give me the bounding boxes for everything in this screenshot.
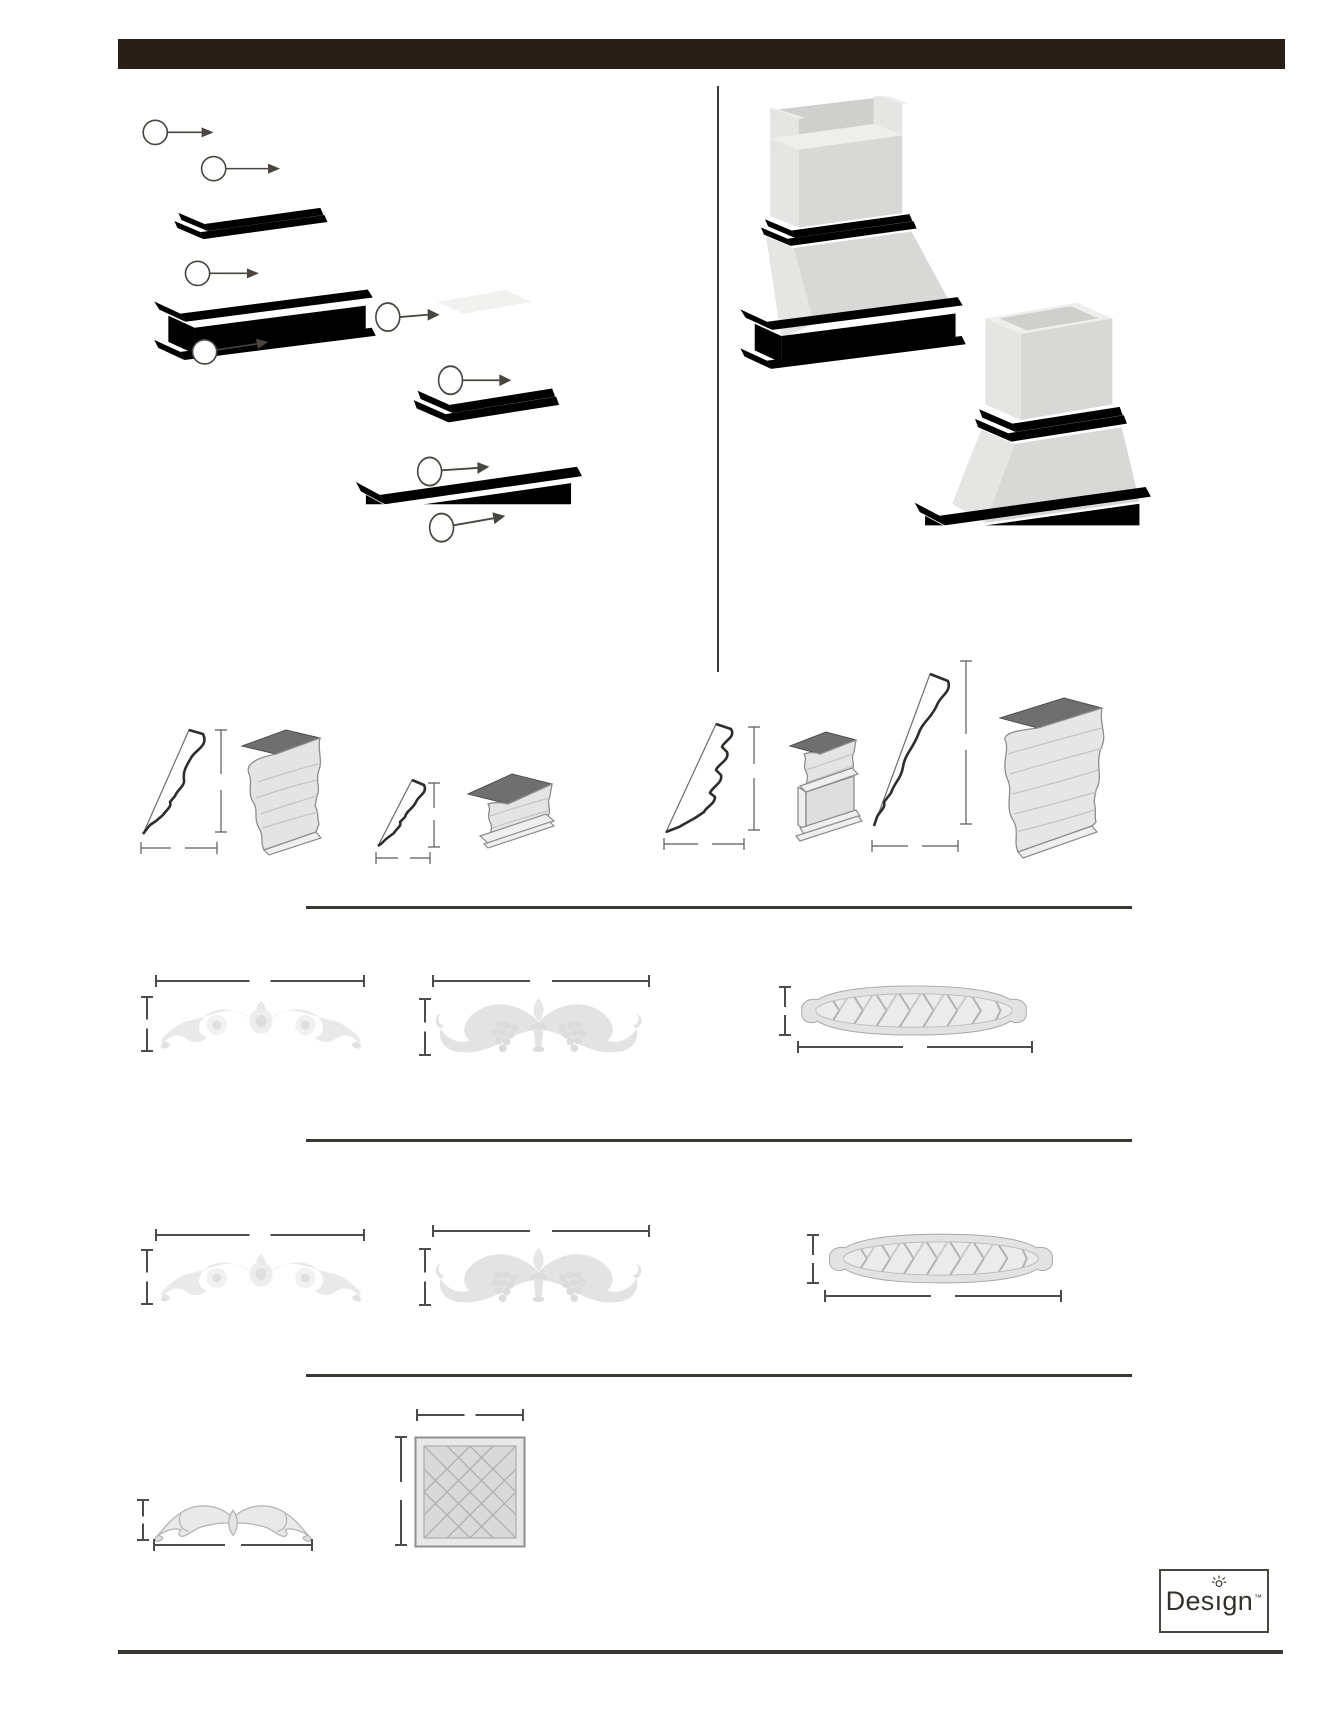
crown-moulding-3d-4 bbox=[976, 690, 1116, 860]
design-logo-text bbox=[1165, 1585, 1263, 1616]
basketweave-square-rosette bbox=[414, 1436, 526, 1548]
trademark: ™ bbox=[1254, 1592, 1263, 1602]
width-dimension bbox=[155, 1234, 365, 1236]
crown-profile-drawing-2 bbox=[372, 768, 444, 864]
crown-moulding-3d-1 bbox=[228, 724, 332, 858]
width-dimension bbox=[432, 980, 650, 982]
basketweave-oval-applique bbox=[794, 982, 1034, 1039]
height-dimension bbox=[400, 1436, 402, 1546]
width-dimension bbox=[153, 1544, 313, 1546]
grape-and-leaf-applique bbox=[431, 988, 646, 1064]
acanthus-scroll-applique bbox=[157, 995, 365, 1055]
crown-moulding-3d-2 bbox=[454, 764, 564, 860]
header-bar bbox=[118, 39, 1285, 69]
height-dimension bbox=[424, 998, 426, 1056]
height-dimension bbox=[146, 996, 148, 1052]
crown-profile-drawing-4 bbox=[866, 656, 984, 861]
width-dimension bbox=[432, 1230, 650, 1232]
crown-profile-drawing-1 bbox=[133, 716, 237, 856]
design-logo bbox=[1159, 1569, 1269, 1633]
crown-moulding-3d-3 bbox=[780, 722, 864, 858]
section-divider bbox=[306, 1374, 1132, 1377]
width-dimension bbox=[797, 1046, 1033, 1048]
grape-and-leaf-applique bbox=[431, 1238, 646, 1314]
height-dimension bbox=[812, 1234, 814, 1284]
height-dimension bbox=[424, 1248, 426, 1306]
open-top-hood-line-diagram bbox=[340, 282, 585, 544]
width-dimension bbox=[155, 980, 365, 982]
page-bottom-rule bbox=[118, 1650, 1283, 1654]
section-divider bbox=[306, 1139, 1132, 1142]
logo-suffix: gn bbox=[1222, 1585, 1254, 1616]
logo-prefix: Des bbox=[1165, 1585, 1215, 1616]
logo-i: ı bbox=[1215, 1588, 1223, 1615]
column-divider bbox=[717, 86, 719, 672]
height-dimension bbox=[784, 986, 786, 1036]
height-dimension bbox=[142, 1499, 144, 1541]
crown-profile-drawing-3 bbox=[658, 712, 770, 852]
lightbulb-icon bbox=[1210, 1574, 1228, 1590]
leaf-spray-applique bbox=[152, 1494, 314, 1542]
acanthus-scroll-applique bbox=[157, 1248, 365, 1308]
width-dimension bbox=[416, 1414, 524, 1416]
section-divider bbox=[306, 906, 1132, 909]
open-top-hood-shaded-diagram bbox=[898, 298, 1154, 566]
callout-4 bbox=[430, 512, 506, 541]
height-dimension bbox=[146, 1249, 148, 1305]
width-dimension bbox=[824, 1295, 1062, 1297]
basketweave-oval-applique bbox=[822, 1230, 1060, 1287]
